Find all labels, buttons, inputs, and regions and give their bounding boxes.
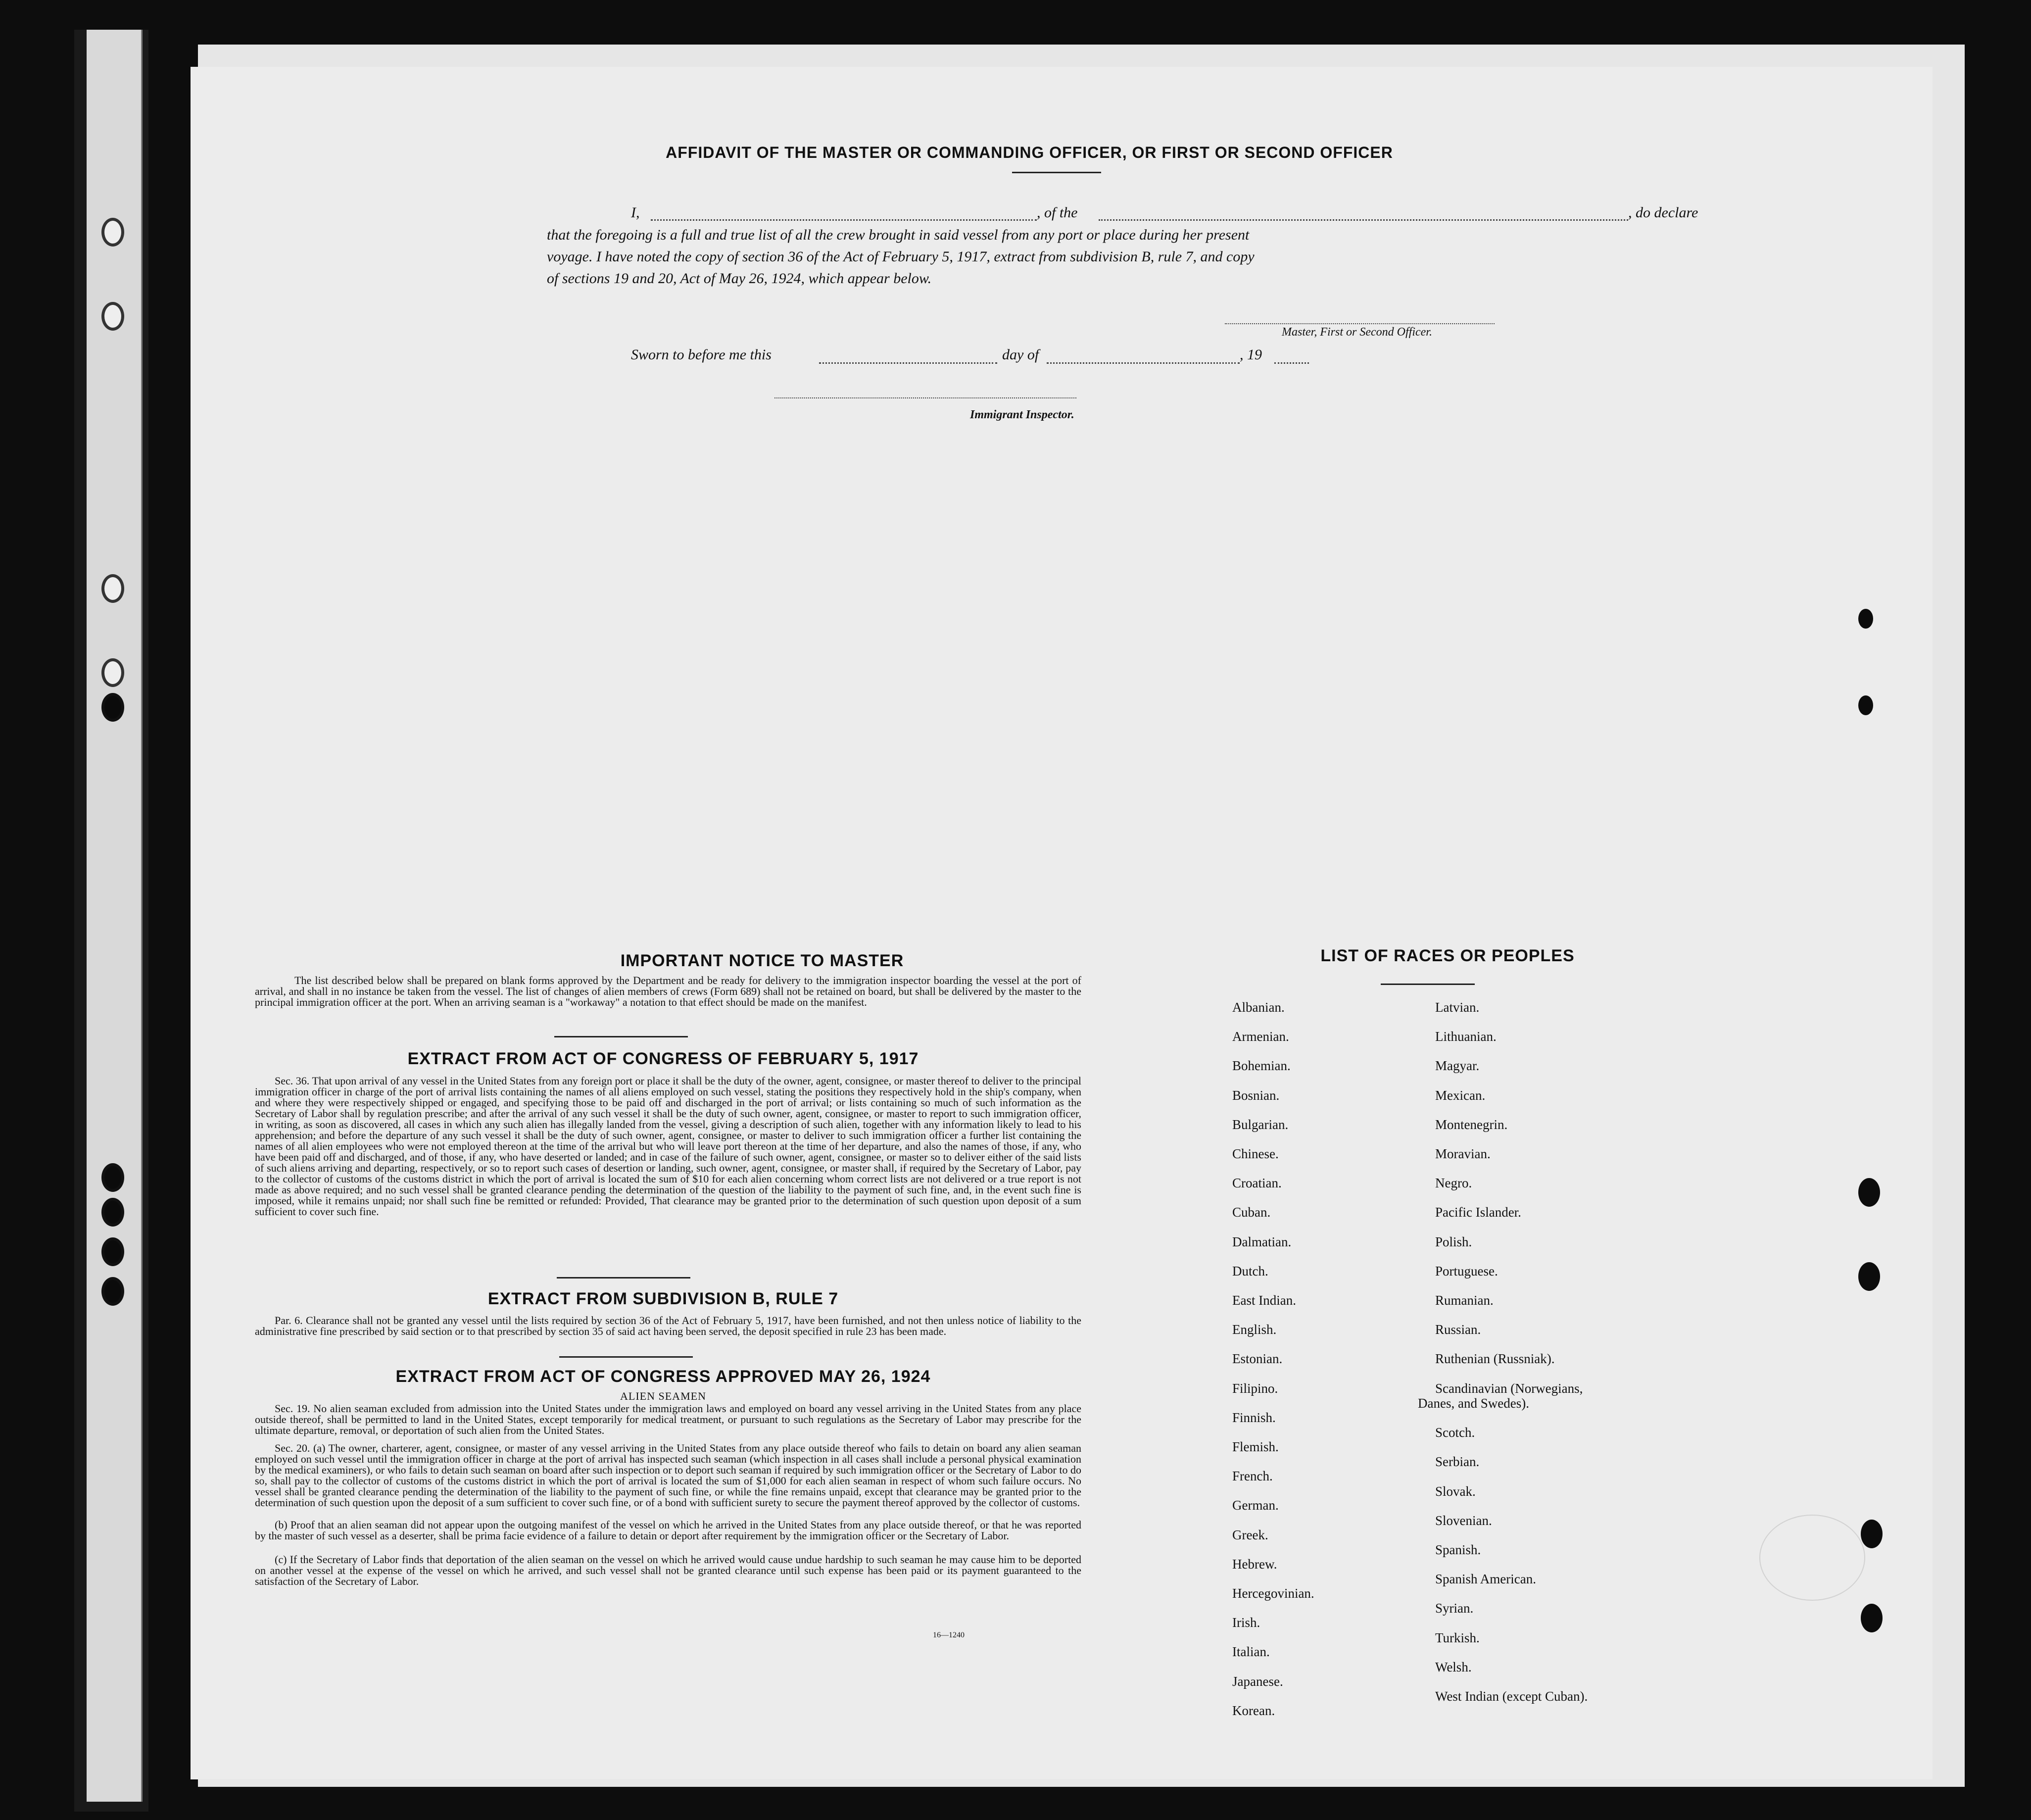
title-underline [1012,172,1101,173]
punch-hole-icon [1861,1604,1883,1632]
race-item: Syrian. [1435,1601,1474,1616]
affidavit-of-the: , of the [1037,204,1078,221]
inspector-signature-line [774,397,1076,398]
binder-ring-icon [101,1163,124,1192]
punch-hole-icon [1858,609,1873,629]
race-item: French. [1232,1469,1273,1483]
binder-ring-icon [101,1237,124,1266]
race-item: Mexican. [1435,1088,1486,1103]
race-item: Dutch. [1232,1264,1268,1279]
affidavit-declare: , do declare [1628,204,1698,221]
race-item: Cuban. [1232,1205,1271,1220]
extract-1924-sec20c: (c) If the Secretary of Labor finds that deportation of the alien seaman on the vessel on which he arrived would cause undue hardship to such seaman he may cause him to be deported on another vessel at the expense of the vessel on which he arrived, and such vessel shall not be granted clearance until such expense has been paid or its payment guaranteed to the satisfaction of the Secretary of Labor. [255,1553,1081,1587]
race-item: Armenian. [1232,1029,1289,1044]
race-item: Croatian. [1232,1176,1282,1190]
punch-hole-icon [1858,1178,1880,1207]
race-item: Spanish American. [1435,1572,1536,1586]
affidavit-title: AFFIDAVIT OF THE MASTER OR COMMANDING OFFICER, OR FIRST OR SECOND OFFICER [666,144,1393,161]
race-item: West Indian (except Cuban). [1435,1689,1588,1704]
race-item: Flemish. [1232,1439,1279,1454]
sworn-prefix: Sworn to before me this [631,346,772,363]
race-item: Bulgarian. [1232,1117,1289,1132]
binder-ring-icon [101,302,124,331]
race-item: Filipino. [1232,1381,1278,1396]
punch-hole-icon [1858,695,1873,715]
race-item: German. [1232,1498,1279,1513]
punch-hole-icon [1861,1520,1883,1548]
vessel-blank [1099,219,1628,221]
race-item: Magyar. [1435,1058,1480,1073]
race-item: Danes, and Swedes). [1418,1396,1529,1411]
subdivision-divider [559,1356,693,1358]
race-item: Bohemian. [1232,1058,1291,1073]
master-caption: Master, First or Second Officer. [1282,326,1432,339]
race-item: Latvian. [1435,1000,1480,1015]
race-item: Negro. [1435,1176,1472,1190]
race-item: Lithuanian. [1435,1029,1497,1044]
affidavit-line2: that the foregoing is a full and true list of all the crew brought in said vessel from any port or place during her present [547,227,1250,243]
sworn-year: , 19 [1240,346,1262,363]
race-item: Welsh. [1435,1660,1472,1674]
race-item: Slovak. [1435,1484,1476,1499]
race-item: Finnish. [1232,1410,1276,1425]
race-item: Russian. [1435,1322,1481,1337]
races-title: LIST OF RACES OR PEOPLES [1320,946,1575,965]
subdivision-title: EXTRACT FROM SUBDIVISION B, RULE 7 [487,1289,839,1308]
punch-hole-icon [1858,1262,1880,1291]
race-item: Hercegovinian. [1232,1586,1314,1601]
notice-divider [554,1036,688,1037]
race-item: Rumanian. [1435,1293,1494,1308]
race-item: Turkish. [1435,1630,1480,1645]
affidavit-line4: of sections 19 and 20, Act of May 26, 1924, which appear below. [547,270,932,287]
race-item: Serbian. [1435,1454,1480,1469]
race-item: Bosnian. [1232,1088,1280,1103]
race-item: Moravian. [1435,1146,1491,1161]
race-item: Portuguese. [1435,1264,1498,1279]
binder-strip [87,30,143,1802]
extract-1924-title: EXTRACT FROM ACT OF CONGRESS APPROVED MAY 26, 1924 [395,1367,931,1386]
extract-1917-title: EXTRACT FROM ACT OF CONGRESS OF FEBRUARY 5, 1917 [407,1049,919,1068]
binder-ring-icon [101,218,124,246]
affidavit-line1 [631,204,1725,224]
race-item: Irish. [1232,1615,1260,1630]
notice-title: IMPORTANT NOTICE TO MASTER [620,951,904,970]
race-item: Spanish. [1435,1542,1481,1557]
race-item: Scotch. [1435,1425,1475,1440]
extract-1917-text: Sec. 36. That upon arrival of any vessel in the United States from any foreign port or place it shall be the duty of the owner, agent, consignee, or master thereof to deliver to the principal immigration officer in charge of the port of arrival lists containing the names of all aliens employed on such vessel, stating the positions they respectively hold in the ship's company, when and where they were respectively shipped or engaged, and specifying those to be paid off and discharged in the port of arrival; or lists containing so much of such information as the Secretary of Labor shall by regulation prescribe; and after the arrival of any such vessel it shall be the duty of such owner, agent, consignee, or master to report to such immigration officer, in writing, as soon as discovered, all cases in which any such alien has illegally landed from the vessel, giving a description of such alien, together with any information likely to lead to his apprehension; and before the departure of any such vessel it shall be the duty of such owner, agent, consignee, or master to deliver to such immigration officer a further list containing the names of all alien employees who were not employed thereon at the time of the arrival but who will leave port thereon at the time of her departure, and also the names of those, if any, who have been paid off and discharged, and of those, if any, who have deserted or landed; and in case of the failure of such owner, agent, consignee, or master so to deliver either of the said lists of such aliens arriving and departing, respectively, or so to report such cases of desertion or landing, such owner, agent, consignee, or master shall, if required by the Secretary of Labor, pay to the collector of customs of the customs district in which the port of arrival is located the sum of $10 for each alien concerning whom correct lists are not delivered or a true report is not made as above required; and no such vessel shall be granted clearance pending the determination of the question of the liability to the payment of such fine, and, in the event such fine is imposed, while it remains unpaid; nor shall such fine be remitted or refunded: Provided, That clearance may be granted prior to the determination of such question upon deposit of a sum sufficient to cover such fine. [255,1075,1081,1218]
binder-ring-icon [101,658,124,687]
sworn-day-blank [819,362,997,364]
race-item: Scandinavian (Norwegians, [1435,1381,1583,1396]
form-number: 16—1240 [933,1631,965,1639]
sworn-line [631,346,1497,366]
sworn-day: day of [1002,346,1039,363]
extract-1924-sec19: Sec. 19. No alien seaman excluded from admission into the United States under the immigration laws and employed on board any vessel arriving in the United States from any place outside thereof, shall be permitted to land in the United States, except temporarily for medical treatment, or pursuant to such regulations as the Secretary of Labor may prescribe for the ultimate departure, removal, or deportation of such alien from the United States. [255,1402,1081,1436]
sworn-month-blank [1047,362,1240,364]
race-item: Italian. [1232,1644,1270,1659]
name-blank [651,219,1037,221]
race-item: Hebrew. [1232,1557,1277,1572]
race-item: Dalmatian. [1232,1234,1292,1249]
extract-1924-sec20a: Sec. 20. (a) The owner, charterer, agent, consignee, or master of any vessel arriving in the United States from any place outside thereof who fails to detain on board any alien seaman employed on such vessel until the immigration officer in charge at the port of arrival has inspected such seaman (which inspection in all cases shall include a personal physical examination by the medical examiners), or who fails to detain such seaman on board after such inspection or to deport such seaman if required by such immigration officer or the Secretary of Labor to do so, shall pay to the collector of customs of the customs district in which the port of arrival is located the sum of $1,000 for each alien seaman in respect of whom such failure occurs. No vessel shall be granted clearance pending the determination of the liability to the payment of such fine, or while the fine remains unpaid, except that clearance may be granted prior to the determination of such question upon the deposit of a sum sufficient to cover such fine, or of a bond with sufficient surety to secure the payment thereof approved by the collector of customs. [255,1442,1081,1509]
document-page [191,67,1933,1779]
races-divider [1381,984,1475,985]
race-item: Estonian. [1232,1351,1283,1366]
race-item: Chinese. [1232,1146,1279,1161]
binder-ring-icon [101,1277,124,1306]
race-item: Greek. [1232,1527,1268,1542]
extract-1924-subtitle: ALIEN SEAMEN [620,1390,706,1402]
race-item: Ruthenian (Russniak). [1435,1351,1555,1366]
sworn-year-blank [1274,362,1309,364]
subdivision-text: Par. 6. Clearance shall not be granted any vessel until the lists required by section 36 of the Act of February 5, 1917, have been furnished, and not then unless notice of liability to the administrative fine prescribed by said section or to that prescribed by section 35 of said act having been served, the deposit specified in rule 23 has been made. [255,1314,1081,1337]
affidavit-i: I, [631,204,640,221]
race-item: Albanian. [1232,1000,1285,1015]
stamp-icon [1759,1515,1865,1601]
race-item: East Indian. [1232,1293,1296,1308]
extract-1924-sec20b: (b) Proof that an alien seaman did not appear upon the outgoing manifest of the vessel on which he arrived in the United States from any place outside thereof, or that he was reported by the master of such vessel as a deserter, shall be prima facie evidence of a failure to detain or deport after requirement by the immigration officer or the Secretary of Labor. [255,1519,1081,1542]
race-item: Slovenian. [1435,1513,1492,1528]
race-item: Pacific Islander. [1435,1205,1521,1220]
extract-1917-divider [557,1277,690,1279]
race-item: English. [1232,1322,1277,1337]
race-item: Korean. [1232,1703,1275,1718]
notice-text: The list described below shall be prepared on blank forms approved by the Department and be ready for delivery to the immigration inspector boarding the vessel at the port of arrival, and shall in no instance be taken from the vessel. The list of changes of alien members of crews (Form 689) shall not be retained on board, but shall be delivered by the master to the principal immigration officer at the port. When an arriving seaman is a "workaway" a notation to that effect should be made on the manifest. [255,974,1081,1008]
binder-ring-icon [101,1198,124,1227]
binder-ring-icon [101,693,124,722]
binder-ring-icon [101,574,124,603]
race-item: Montenegrin. [1435,1117,1508,1132]
race-item: Japanese. [1232,1674,1283,1689]
affidavit-line3: voyage. I have noted the copy of section 36 of the Act of February 5, 1917, extract from subdivision B, rule 7, and copy [547,248,1255,265]
race-item: Polish. [1435,1234,1472,1249]
inspector-caption: Immigrant Inspector. [970,408,1074,421]
master-signature-line [1225,323,1495,324]
